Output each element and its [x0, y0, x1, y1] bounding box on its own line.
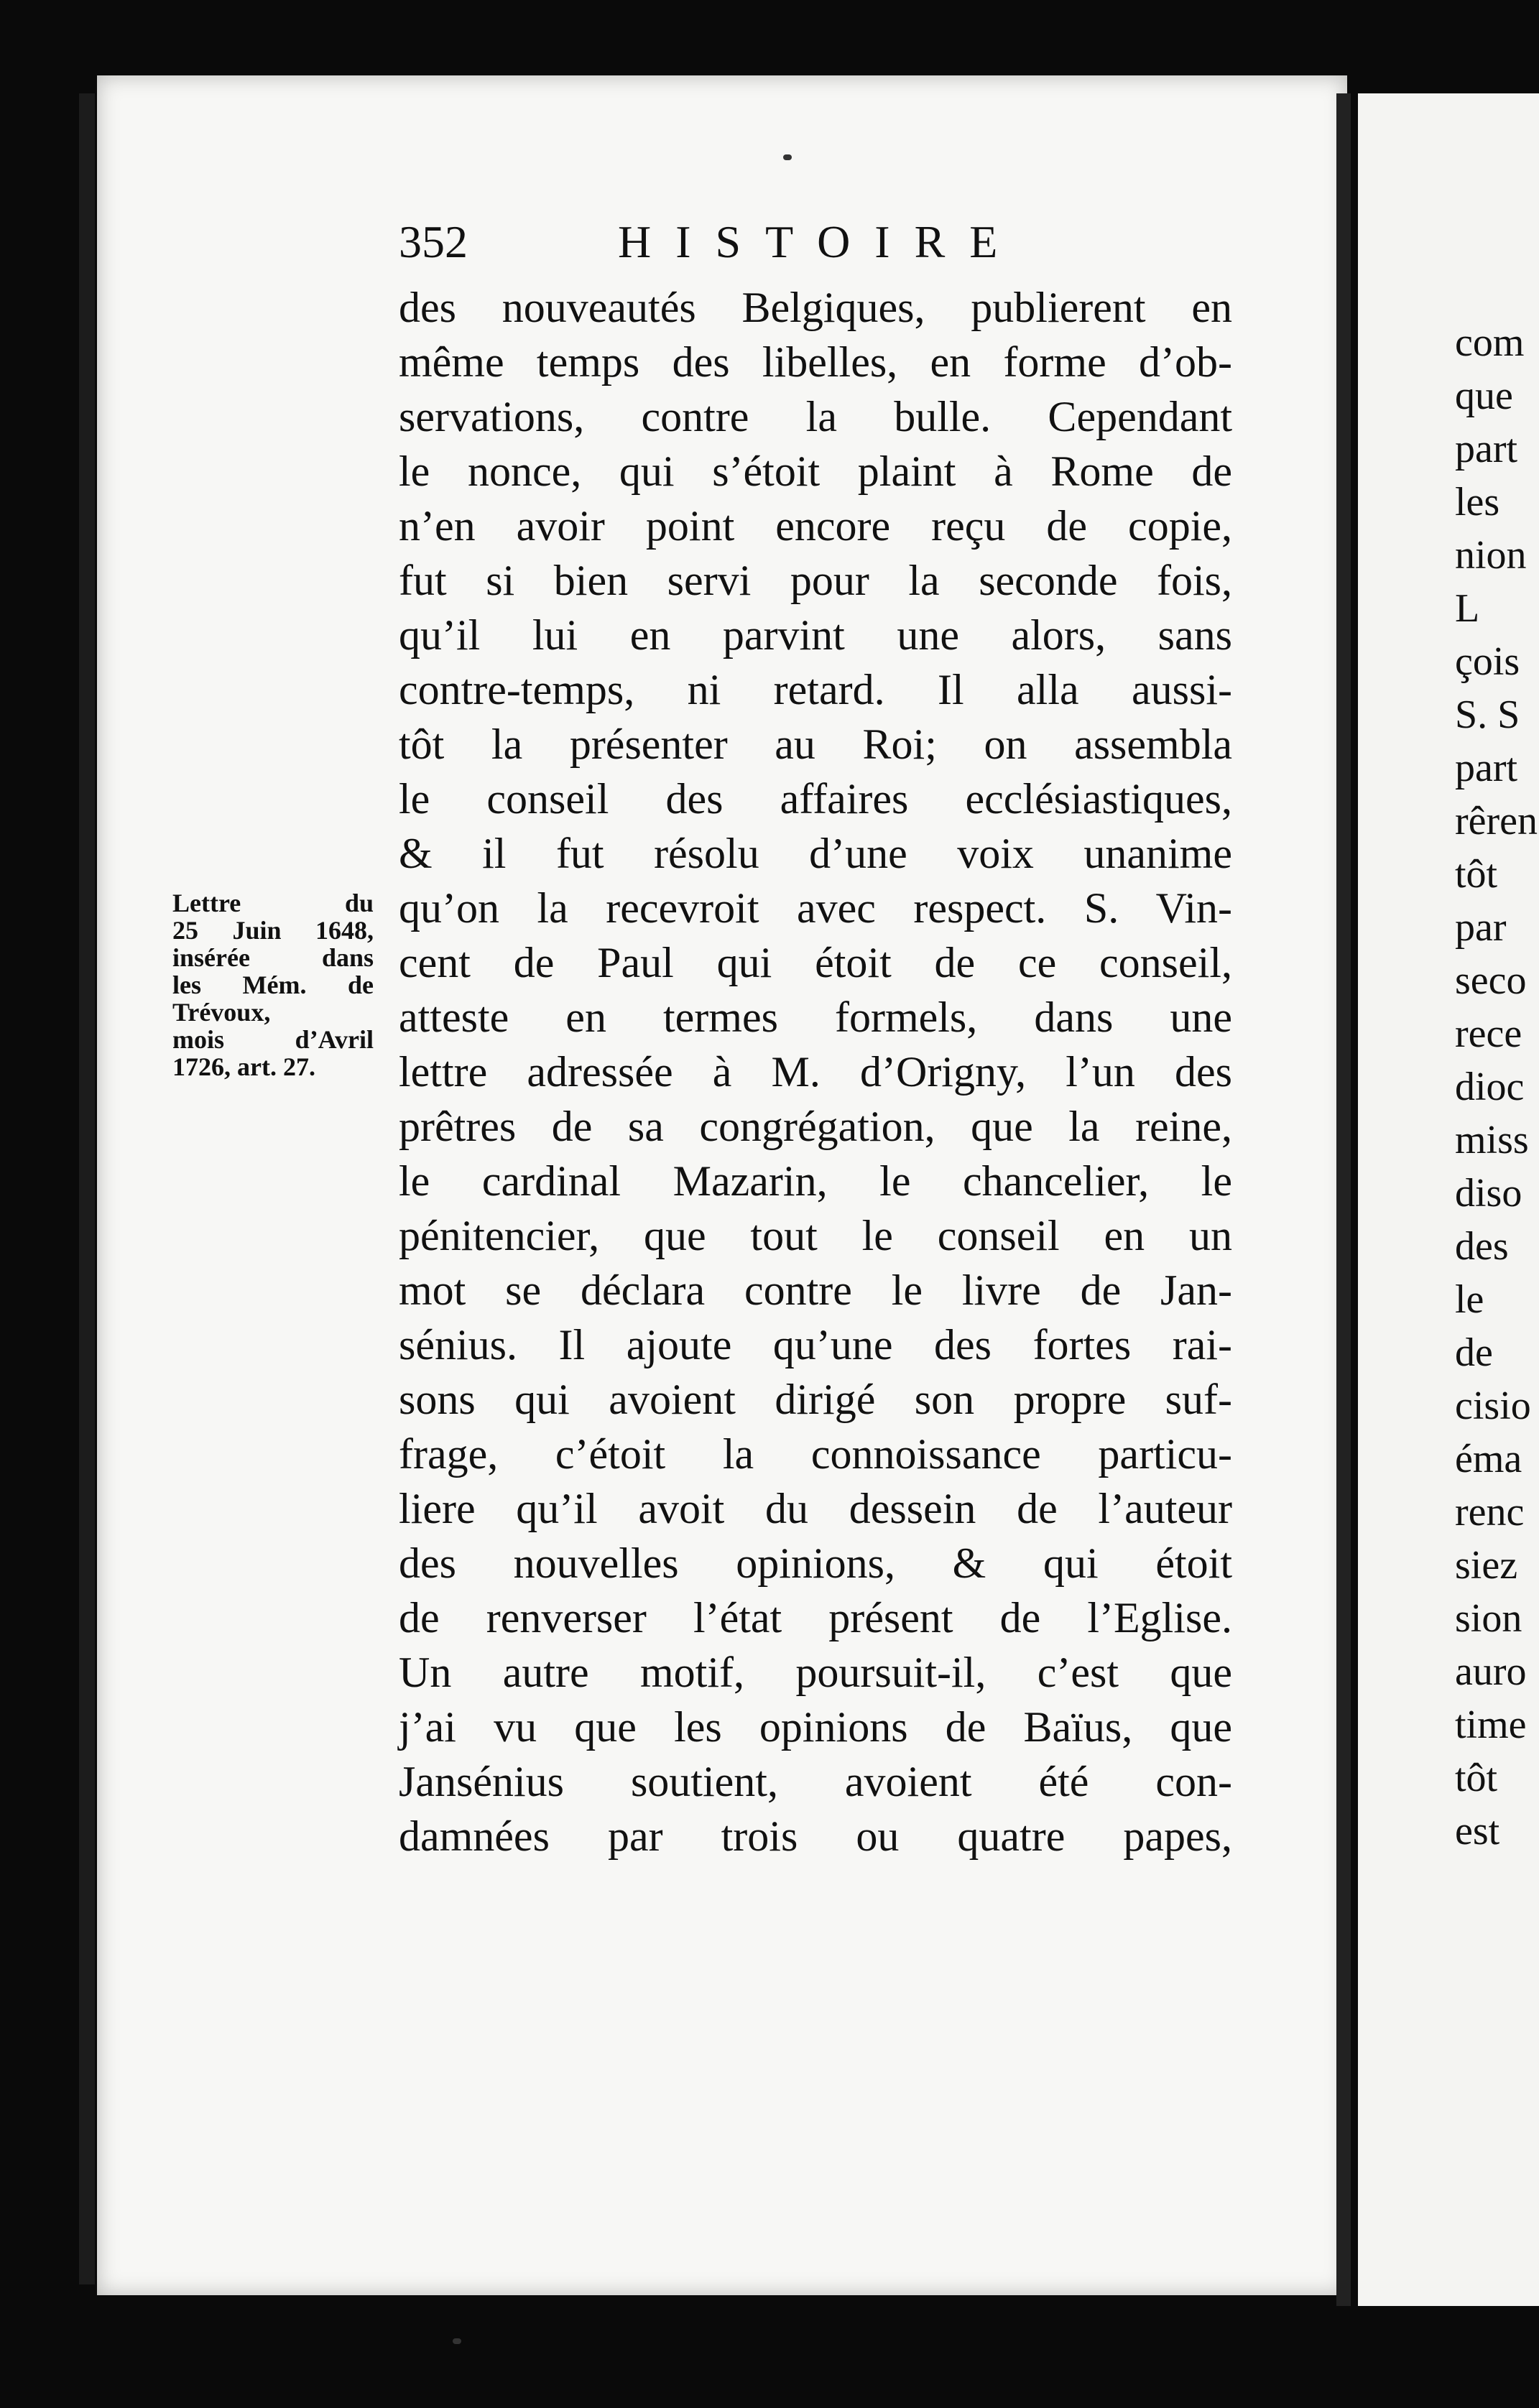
text-line: liere qu’il avoit du dessein de l’auteur: [399, 1485, 1232, 1532]
facing-text-fragment: sion: [1455, 1596, 1522, 1641]
facing-text-fragment: L: [1455, 586, 1480, 631]
margin-note: [172, 889, 374, 1080]
facing-text-fragment: part: [1455, 427, 1518, 471]
facing-text-fragment: S. S: [1455, 693, 1520, 737]
facing-text-fragment: time: [1455, 1703, 1527, 1747]
facing-text-fragment: tôt: [1455, 852, 1498, 897]
text-line: frage, c’étoit la connoissance particu-: [399, 1430, 1232, 1478]
facing-text-fragment: le: [1455, 1277, 1484, 1322]
text-line: & il fut résolu d’une voix unanime: [399, 830, 1232, 877]
facing-text-fragment: cisio: [1455, 1384, 1531, 1428]
text-line: fut si bien servi pour la seconde fois,: [399, 557, 1232, 604]
facing-text-fragment: miss: [1455, 1118, 1529, 1162]
margin-note-line: mois d’Avril: [172, 1025, 374, 1054]
facing-text-fragment: de: [1455, 1330, 1493, 1375]
facing-text-fragment: dioc: [1455, 1065, 1525, 1109]
facing-text-fragment: rêren: [1455, 799, 1538, 843]
text-line: sons qui avoient dirigé son propre suf-: [399, 1376, 1232, 1423]
page-header: [399, 216, 1232, 280]
facing-text-fragment: part: [1455, 746, 1518, 790]
text-line: des nouveautés Belgiques, publierent en: [399, 284, 1232, 331]
text-line: tôt la présenter au Roi; on assembla: [399, 721, 1232, 768]
text-line: Jansénius soutient, avoient été con-: [399, 1758, 1232, 1805]
ink-speck: [453, 2338, 461, 2344]
running-title: HISTOIRE: [618, 216, 1022, 267]
facing-text-fragment: tôt: [1455, 1756, 1498, 1800]
text-line: le conseil des affaires ecclésiastiques,: [399, 775, 1232, 823]
facing-text-fragment: renc: [1455, 1490, 1525, 1534]
text-line: contre-temps, ni retard. Il alla aussi-: [399, 666, 1232, 713]
book-spine-edge: [1336, 93, 1351, 2306]
text-line: n’en avoir point encore reçu de copie,: [399, 502, 1232, 550]
text-line: même temps des libelles, en forme d’ob-: [399, 338, 1232, 386]
text-line: sénius. Il ajoute qu’une des fortes rai-: [399, 1321, 1232, 1369]
text-line: prêtres de sa congrégation, que la reine,: [399, 1103, 1232, 1150]
ink-speck: [783, 154, 792, 160]
margin-note-line: 1726, art. 27.: [172, 1052, 315, 1081]
facing-text-fragment: rece: [1455, 1011, 1522, 1056]
margin-note-line: Lettre du: [172, 889, 374, 917]
facing-text-fragment: les: [1455, 480, 1500, 524]
text-line: qu’il lui en parvint une alors, sans: [399, 611, 1232, 659]
facing-text-fragment: éma: [1455, 1437, 1522, 1481]
text-line: Un autre motif, poursuit-il, c’est que: [399, 1649, 1232, 1696]
text-line: le nonce, qui s’étoit plaint à Rome de: [399, 448, 1232, 495]
facing-text-fragment: çois: [1455, 639, 1520, 684]
facing-page-text: [1455, 316, 1539, 1858]
facing-text-fragment: auro: [1455, 1649, 1527, 1694]
text-line: lettre adressée à M. d’Origny, l’un des: [399, 1048, 1232, 1096]
margin-note-line: 25 Juin 1648,: [172, 916, 374, 945]
book-gutter-left: [79, 93, 95, 2284]
facing-text-fragment: com: [1455, 320, 1525, 365]
text-line: des nouvelles opinions, & qui étoit: [399, 1539, 1232, 1587]
text-line: de renverser l’état présent de l’Eglise.: [399, 1594, 1232, 1641]
text-line: mot se déclara contre le livre de Jan-: [399, 1266, 1232, 1314]
facing-text-fragment: que: [1455, 374, 1513, 418]
margin-note-line: Trévoux,: [172, 998, 271, 1027]
text-line: qu’on la recevroit avec respect. S. Vin-: [399, 884, 1232, 932]
facing-text-fragment: siez: [1455, 1543, 1518, 1588]
facing-text-fragment: est: [1455, 1809, 1500, 1853]
main-text-block: [399, 280, 1232, 1863]
text-line: j’ai vu que les opinions de Baïus, que: [399, 1703, 1232, 1751]
facing-text-fragment: des: [1455, 1224, 1509, 1269]
text-line: servations, contre la bulle. Cependant: [399, 393, 1232, 440]
facing-text-fragment: nion: [1455, 533, 1527, 578]
facing-text-fragment: diso: [1455, 1171, 1522, 1215]
text-line: pénitencier, que tout le conseil en un: [399, 1212, 1232, 1259]
text-line: le cardinal Mazarin, le chancelier, le: [399, 1157, 1232, 1205]
facing-text-fragment: seco: [1455, 958, 1527, 1003]
margin-note-line: insérée dans: [172, 943, 374, 972]
text-line: atteste en termes formels, dans une: [399, 994, 1232, 1041]
facing-text-fragment: par: [1455, 905, 1507, 950]
text-line: cent de Paul qui étoit de ce conseil,: [399, 939, 1232, 986]
text-line: damnées par trois ou quatre papes,: [399, 1812, 1232, 1860]
page-number: 352: [399, 216, 468, 267]
margin-note-line: les Mém. de: [172, 971, 374, 999]
